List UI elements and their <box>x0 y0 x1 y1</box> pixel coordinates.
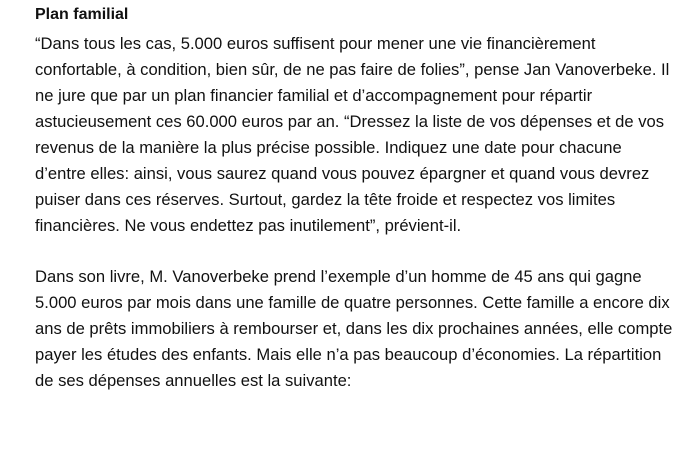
paragraph-example: Dans son livre, M. Vanoverbeke prend l’exemple d’un homme de 45 ans qui gagne 5.000 euros par mois dans une famille de quatre personnes. Cette famille a encore dix ans de prêts immobiliers à rembourser et, dans les dix prochaines années, elle compte payer les études des enfants. Mais elle n’a pas beaucoup d’économies. La répartition de ses dépenses annuelles est la suivante: <box>35 267 673 390</box>
paragraph-quote: “Dans tous les cas, 5.000 euros suffisent pour mener une vie financièrement confortable, à condition, bien sûr, de ne pas faire de folies”, pense Jan Vanoverbeke. Il ne jure que par un plan financier familial et d’accompagnement pour répartir astucieusement ces 60.000 euros par an. “Dressez la liste de vos dépenses et de vos revenus de la manière la plus précise possible. Indiquez une date pour chacune d’entre elles: ainsi, vous saurez quand vous pouvez épargner et quand vous devrez puiser dans ces réserves. Surtout, gardez la tête froide et respectez vos limites financières. Ne vous endettez pas inutilement”, prévient-il. <box>35 34 670 235</box>
paragraph-spacer <box>35 239 675 264</box>
section-heading: Plan familial <box>35 6 129 23</box>
article-section <box>35 4 675 394</box>
